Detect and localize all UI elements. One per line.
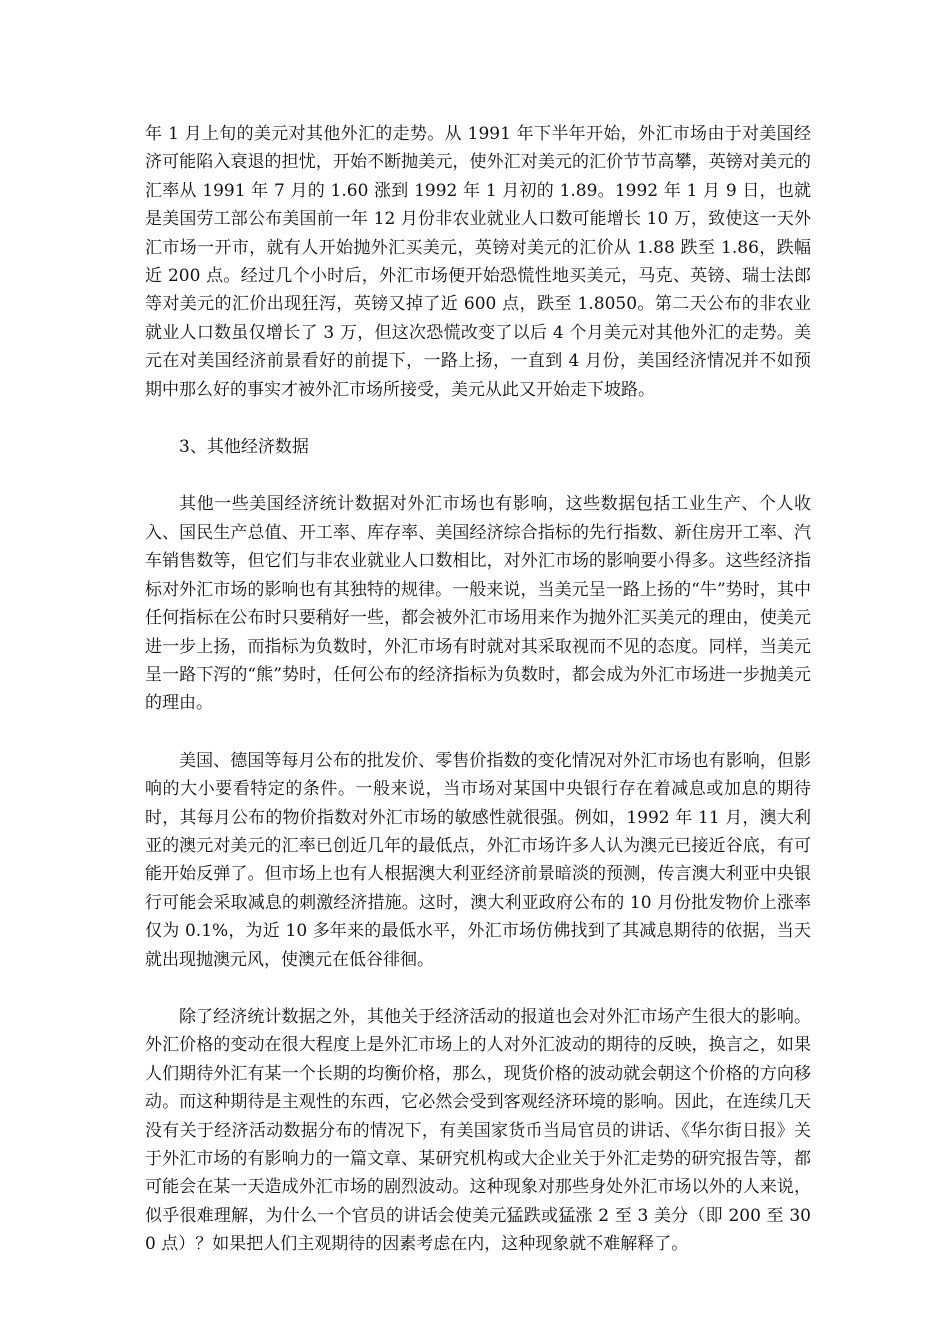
paragraph-continuation: 年 1 月上旬的美元对其他外汇的走势。从 1991 年下半年开始，外汇市场由于对美国经济可能陷入衰退的担忧，开始不断抛美元，使外汇对美元的汇价节节高攀，英镑对美元的汇率从 1991 年 7 月的 1.60 涨到 1992 年 1 月初的 1.89。1992 年 1 月 9 日，也就是美国劳工部公布美国前一年 12 月份非农业就业人口数可能增长 10 万，致使这一天外汇市场一开市，就有人开始抛外汇买美元，英镑对美元的汇价从 1.88 跌至 1.86，跌幅近 200 点。经过几个小时后，外汇市场便开始恐慌性地买美元，马克、英镑、瑞士法郎等对美元的汇价出现狂泻，英镑又掉了近 600 点，跌至 1.8050。第二天公布的非农业就业人口数虽仅增长了 3 万，但这次恐慌改变了以后 4 个月美元对其他外汇的走势。美元在对美国经济前景看好的前提下，一路上扬，一直到 4 月份，美国经济情况并不如预期中那么好的事实才被外汇市场所接受，美元从此又开始走下坡路。 [145, 124, 811, 400]
paragraph-economic-news: 除了经济统计数据之外，其他关于经济活动的报道也会对外汇市场产生很大的影响。外汇价格的变动在很大程度上是外汇市场上的人对外汇波动的期待的反映，换言之，如果人们期待外汇有某一个长期的均衡价格，那么，现货价格的波动就会朝这个价格的方向移动。而这种期待是主观性的东西，它必然会受到客观经济环境的影响。因此，在连续几天没有关于经济活动数据分布的情况下，有美国家货币当局官员的讲话、《华尔街日报》关于外汇市场的有影响力的一篇文章、某研究机构或大企业关于外汇走势的研究报告等，都可能会在某一天造成外汇市场的剧烈波动。这种现象对那些身处外汇市场以外的人来说，似乎很难理解，为什么一个官员的讲话会使美元猛跌或猛涨 2 至 3 美分（即 200 至 300 点）？如果把人们主观期待的因素考虑在内，这种现象就不难解释了。 [145, 1006, 811, 1255]
section-heading: 3、其他经济数据 [179, 437, 309, 458]
document-page [145, 120, 811, 1259]
paragraph-other-indicators: 其他一些美国经济统计数据对外汇市场也有影响，这些数据包括工业生产、个人收入、国民生产总值、开工率、库存率、美国经济综合指标的先行指数、新住房开工率、汽车销售数等，但它们与非农业就业人口数相比，对外汇市场的影响要小得多。这些经济指标对外汇市场的影响也有其独特的规律。一般来说，当美元呈一路上扬的“牛”势时，其中任何指标在公布时只要稍好一些，都会被外汇市场用来作为抛外汇买美元的理由，使美元进一步上扬，而指标为负数时，外汇市场有时就对其采取视而不见的态度。同样，当美元呈一路下泻的“熊”势时，任何公布的经济指标为负数时，都会成为外汇市场进一步抛美元的理由。 [145, 494, 811, 714]
paragraph-price-indices: 美国、德国等每月公布的批发价、零售价指数的变化情况对外汇市场也有影响，但影响的大小要看特定的条件。一般来说，当市场对某国中央银行存在着减息或加息的期待时，其每月公布的物价指数对外汇市场的敏感性就很强。例如，1992 年 11 月，澳大利亚的澳元对美元的汇率已创近几年的最低点，外汇市场许多人认为澳元已接近谷底，有可能开始反弹了。但市场上也有人根据澳大利亚经济前景暗淡的预测，传言澳大利亚中央银行可能会采取减息的刺激经济措施。这时，澳大利亚政府公布的 10 月份批发物价上涨率仅为 0.1%，为近 10 多年来的最低水平，外汇市场仿佛找到了其减息期待的依据，当天就出现抛澳元风，使澳元在低谷徘徊。 [145, 750, 811, 970]
